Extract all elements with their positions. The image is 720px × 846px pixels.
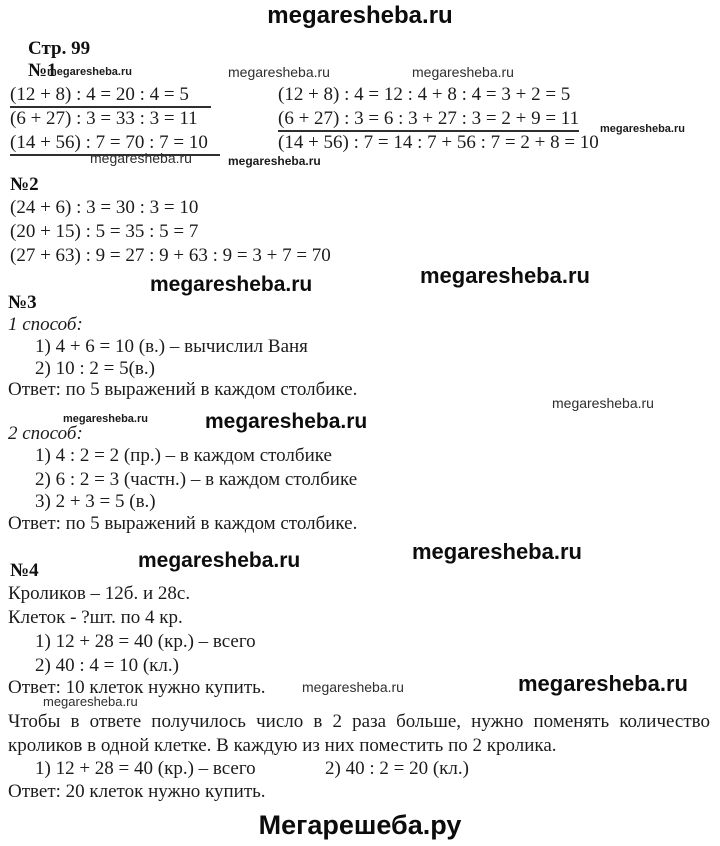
solution-step: 2) 10 : 2 = 5(в.) <box>35 358 155 379</box>
equation-line: (6 + 27) : 3 = 33 : 3 = 11 <box>10 108 198 129</box>
solution-step: 2) 40 : 4 = 10 (кл.) <box>35 655 179 676</box>
given-line: Кроликов – 12б. и 28с. <box>8 583 191 604</box>
bold-watermark: megaresheba.ru <box>150 273 313 296</box>
answer-line: Ответ: 10 клеток нужно купить. <box>8 677 266 698</box>
method1-label: 1 способ: <box>8 314 83 335</box>
inline-watermark: megaresheba.ru <box>43 694 138 709</box>
solution-step: 1) 4 : 2 = 2 (пр.) – в каждом столбике <box>35 445 332 466</box>
task3-heading: №3 <box>8 292 37 313</box>
inline-watermark: megaresheba.ru <box>552 395 654 411</box>
equation-line: (14 + 56) : 7 = 14 : 7 + 56 : 7 = 2 + 8 = 10 <box>278 132 599 153</box>
bold-watermark: megaresheba.ru <box>518 671 688 696</box>
equation-line <box>10 84 211 106</box>
equation-text: (6 + 27) : 3 = 6 : 3 + 27 : 3 = 2 + 9 = 11 <box>278 108 579 132</box>
answer-line: Ответ: 20 клеток нужно купить. <box>8 781 266 802</box>
bold-watermark: megaresheba.ru <box>205 410 368 433</box>
explanation-paragraph: Чтобы в ответе получилось число в 2 раза больше, нужно поменять количество кроликов в одной клетке. В каждую из них поместить по 2 кролика. <box>8 711 710 756</box>
method2-label: 2 способ: <box>8 423 83 444</box>
bold-watermark: megaresheba.ru <box>138 549 301 572</box>
inline-watermark: megaresheba.ru <box>90 150 192 166</box>
site-header-watermark: megaresheba.ru <box>267 2 453 29</box>
solution-step: 2) 40 : 2 = 20 (кл.) <box>325 758 469 779</box>
solution-step: 1) 12 + 28 = 40 (кр.) – всего <box>35 758 256 779</box>
solution-step: 1) 12 + 28 = 40 (кр.) – всего <box>35 631 256 652</box>
equation-line <box>278 108 579 130</box>
given-line: Клеток - ?шт. по 4 кр. <box>8 607 183 628</box>
answer-line: Ответ: по 5 выражений в каждом столбике. <box>8 513 358 534</box>
bold-watermark: megaresheba.ru <box>412 539 582 564</box>
equation-line: (24 + 6) : 3 = 30 : 3 = 10 <box>10 197 199 218</box>
page-number-label: Стр. 99 <box>28 38 91 59</box>
bold-watermark: megaresheba.ru <box>420 263 590 288</box>
equation-line: (12 + 8) : 4 = 12 : 4 + 8 : 4 = 3 + 2 = 5 <box>278 84 571 105</box>
task1-heading: №1 <box>28 60 57 81</box>
inline-watermark: megaresheba.ru <box>228 154 321 168</box>
inline-watermark: megaresheba.ru <box>228 64 330 80</box>
solution-step: 2) 6 : 2 = 3 (частн.) – в каждом столбике <box>35 469 358 490</box>
equation-line: (27 + 63) : 9 = 27 : 9 + 63 : 9 = 3 + 7 = 70 <box>10 245 331 266</box>
inline-watermark: megaresheba.ru <box>47 66 132 78</box>
task2-heading: №2 <box>10 174 39 195</box>
solution-step: 3) 2 + 3 = 5 (в.) <box>35 491 156 512</box>
task4-heading: №4 <box>10 560 39 581</box>
inline-watermark: megaresheba.ru <box>63 413 148 425</box>
solution-step: 1) 4 + 6 = 10 (в.) – вычислил Ваня <box>35 336 308 357</box>
inline-watermark: megaresheba.ru <box>412 64 514 80</box>
equation-text: (12 + 8) : 4 = 20 : 4 = 5 <box>10 84 211 108</box>
answer-line: Ответ: по 5 выражений в каждом столбике. <box>8 379 358 400</box>
inline-watermark: megaresheba.ru <box>302 679 404 695</box>
inline-watermark: megaresheba.ru <box>600 123 685 135</box>
equation-text: (14 + 56) : 7 = 70 : 7 = 10 <box>10 132 220 156</box>
site-footer-watermark: Мегарешеба.ру <box>258 810 462 840</box>
equation-line: (20 + 15) : 5 = 35 : 5 = 7 <box>10 221 199 242</box>
